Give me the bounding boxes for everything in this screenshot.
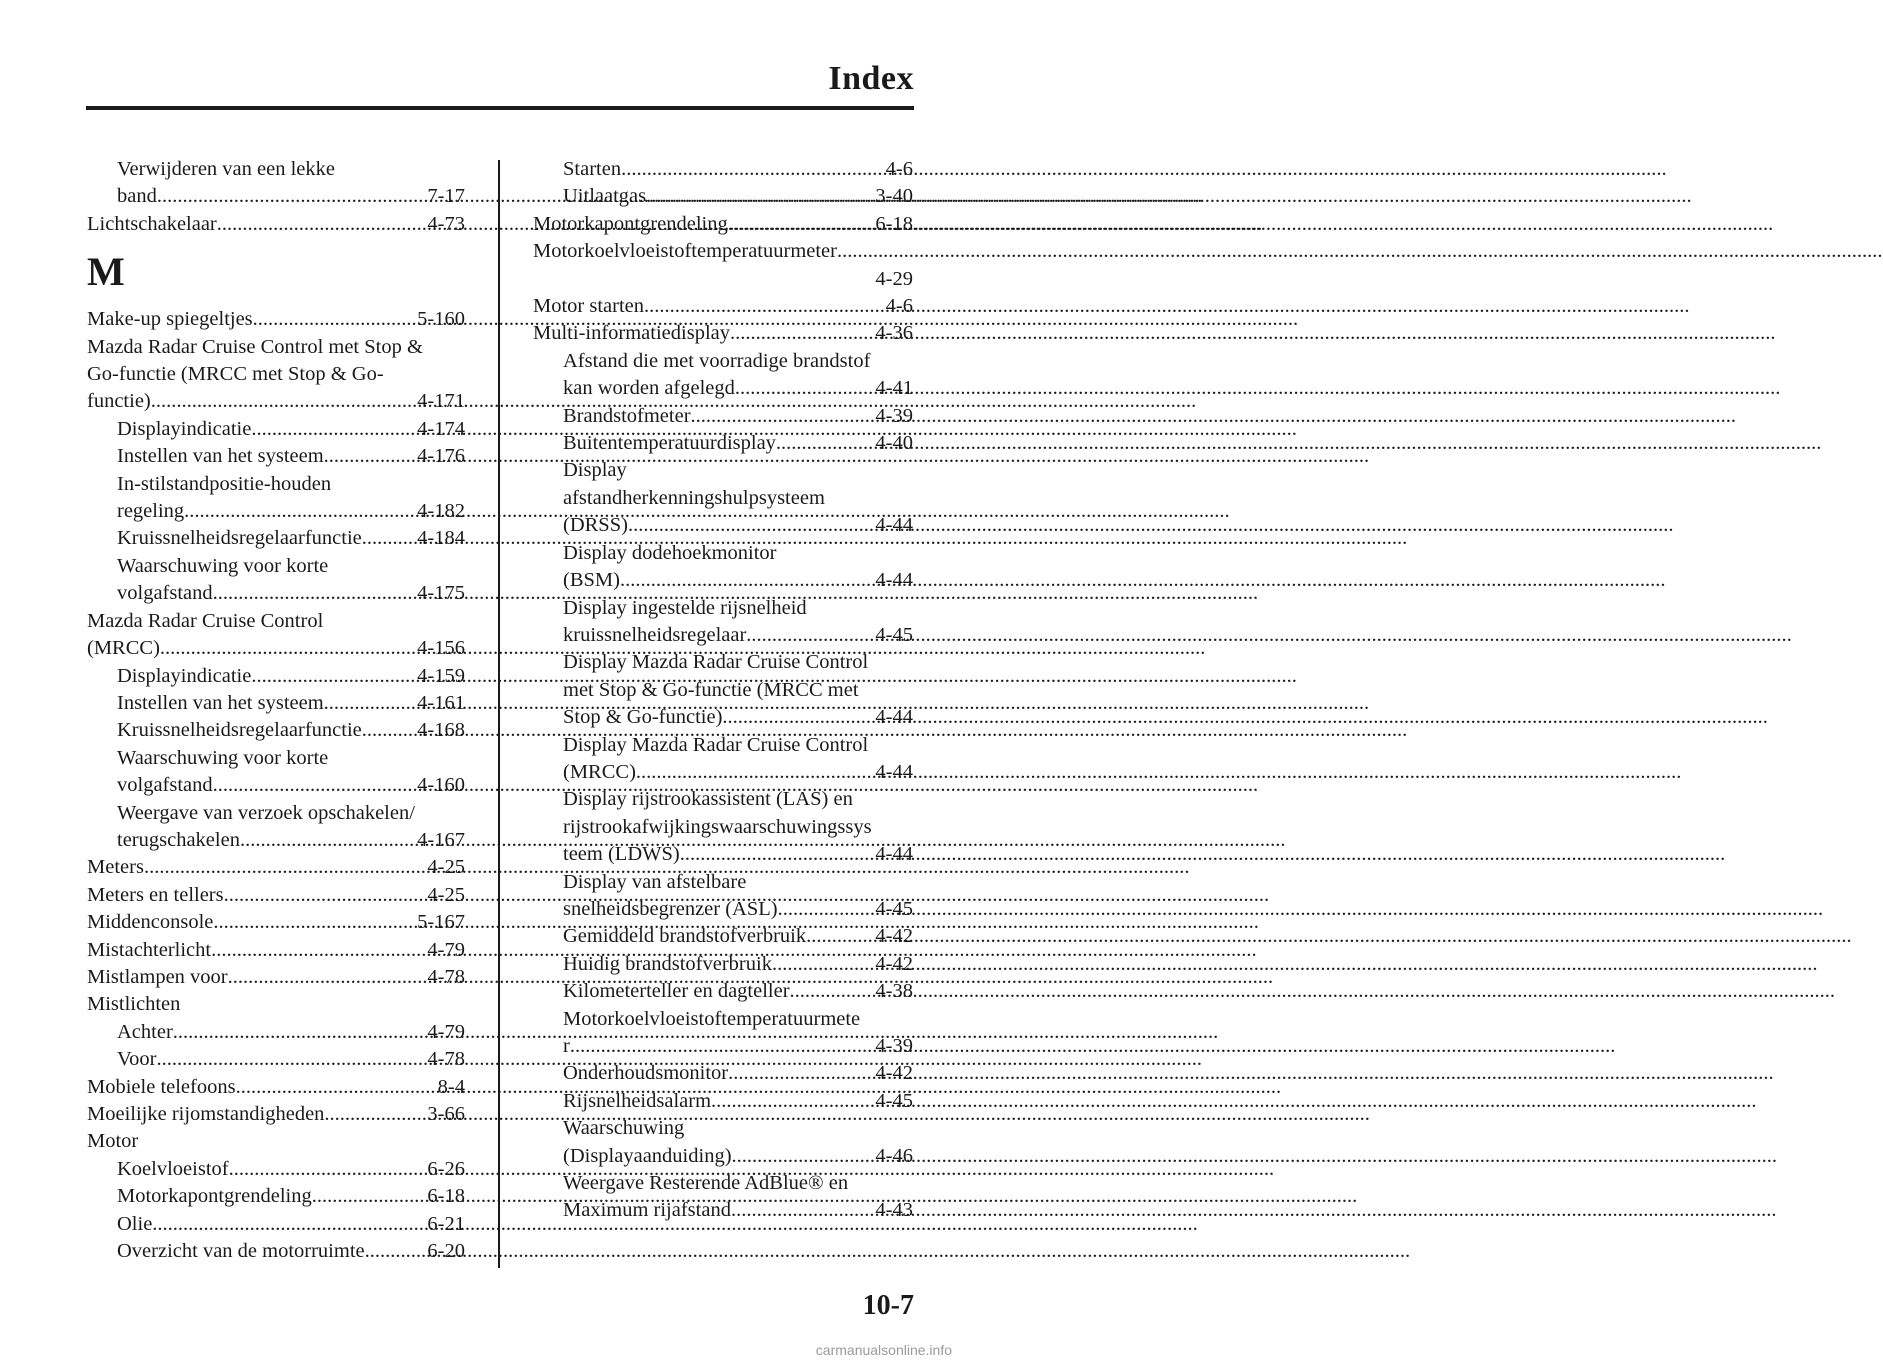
entry-label: (Displayaanduiding) — [563, 1144, 732, 1167]
entry-page-ref: 4-176 — [417, 445, 465, 468]
entry-line — [563, 759, 913, 786]
entry-line — [117, 1046, 465, 1073]
dot-leader — [228, 964, 427, 991]
entry-label: functie) — [87, 390, 151, 413]
index-entry — [87, 882, 465, 909]
dot-leader — [728, 211, 875, 238]
entry-label: Motorkoelvloeistoftemperatuurmeter — [533, 240, 837, 263]
dot-leader — [157, 1046, 427, 1073]
index-entry — [533, 293, 913, 320]
index-entry — [87, 334, 465, 416]
entry-page-ref: 4-174 — [417, 417, 465, 440]
entry-label: volgafstand — [117, 774, 213, 797]
entry-text-line: Afstand die met voorradige brandstof — [563, 349, 871, 372]
index-entry — [533, 923, 913, 950]
entry-line — [87, 964, 465, 991]
entry-text-line: Verwijderen van een lekke — [117, 158, 335, 180]
entry-line — [563, 430, 913, 457]
entry-label: (MRCC) — [87, 637, 160, 660]
entry-text-line: Display Mazda Radar Cruise Control — [563, 733, 869, 756]
dot-leader — [362, 717, 416, 744]
dot-leader — [628, 512, 874, 539]
entry-text-line: In-stilstandpositie-houden — [117, 472, 332, 495]
entry-page-ref: 3-40 — [875, 185, 913, 208]
page-number: 10-7 — [862, 1290, 914, 1321]
entry-line — [87, 937, 465, 964]
dot-leader — [806, 923, 874, 950]
entry-text-line: Waarschuwing voor korte — [117, 554, 329, 577]
index-entry — [533, 540, 913, 595]
entry-page-ref: 4-159 — [417, 664, 465, 687]
dot-leader — [240, 827, 416, 854]
entry-text-line: Mazda Radar Cruise Control — [87, 609, 324, 632]
index-entry — [87, 211, 465, 238]
entry-text-line: Waarschuwing voor korte — [117, 746, 329, 769]
entry-line — [563, 704, 913, 731]
entry-page-ref: 4-44 — [875, 569, 913, 592]
entry-page-ref: 4-167 — [417, 828, 465, 851]
entry-label: Motor starten — [533, 295, 645, 318]
entry-label: Maximum rijafstand — [563, 1199, 731, 1222]
column-divider — [498, 160, 500, 1268]
dot-leader — [151, 388, 416, 415]
entry-line — [87, 211, 465, 238]
dot-leader — [362, 525, 416, 552]
entry-text-line: Weergave Resterende AdBlue® en — [563, 1172, 849, 1195]
index-entry — [87, 717, 465, 744]
entry-label: Brandstofmeter — [563, 404, 691, 427]
entry-page-ref: 4-43 — [875, 1199, 913, 1222]
entry-page-ref: 4-42 — [875, 952, 913, 975]
dot-leader — [324, 443, 417, 470]
entry-line — [87, 635, 465, 662]
index-entry — [533, 1115, 913, 1170]
entry-text-line: Display Mazda Radar Cruise Control — [563, 651, 869, 674]
entry-page-ref: 4-39 — [875, 1035, 913, 1057]
dot-leader — [184, 498, 416, 525]
entry-label: Displayindicatie — [117, 417, 252, 440]
entry-line — [117, 416, 465, 443]
index-entry — [87, 156, 465, 211]
entry-page-ref: 6-18 — [875, 212, 913, 235]
entry-label: Uitlaatgas — [563, 185, 647, 208]
dot-leader — [746, 622, 874, 649]
entry-page-ref: 6-26 — [427, 1157, 465, 1180]
index-entry — [533, 786, 913, 868]
entry-page-ref: 4-25 — [427, 856, 465, 879]
dot-leader — [636, 759, 875, 786]
dot-leader — [236, 1074, 437, 1101]
index-entry — [87, 745, 465, 800]
dot-leader — [776, 430, 875, 457]
entry-line — [563, 156, 913, 183]
entry-line — [533, 238, 913, 265]
index-entry — [87, 854, 465, 881]
entry-label: Huidig brandstofverbruik — [563, 952, 772, 975]
entry-line — [563, 1197, 913, 1224]
index-entry — [87, 663, 465, 690]
entry-line — [563, 1143, 913, 1170]
entry-text-line: Mistlichten — [87, 993, 181, 1016]
entry-label: Moeilijke rijomstandigheden — [87, 1103, 325, 1125]
index-entry — [533, 1060, 913, 1087]
entry-page-ref: 4-161 — [417, 691, 465, 714]
entry-page-ref: 5-167 — [417, 911, 465, 934]
letter-heading-m: M — [87, 249, 125, 295]
entry-line — [117, 717, 465, 744]
index-entry — [533, 211, 913, 238]
dot-leader — [229, 1156, 427, 1183]
entry-page-ref: 3-66 — [427, 1103, 465, 1125]
entry-page-ref: 8-4 — [437, 1075, 465, 1098]
index-entry — [533, 1088, 913, 1115]
entry-line — [87, 909, 465, 936]
dot-leader — [644, 293, 885, 320]
dot-leader — [224, 882, 427, 909]
entry-page-ref: 4-79 — [427, 1020, 465, 1043]
entry-line — [563, 978, 913, 1005]
entry-line — [87, 1101, 465, 1128]
entry-line — [563, 841, 913, 868]
entry-line — [117, 1019, 465, 1046]
entry-label: r — [563, 1035, 570, 1057]
index-entry — [533, 156, 913, 183]
dot-leader — [217, 211, 427, 238]
entry-line — [117, 690, 465, 717]
index-entry — [533, 649, 913, 731]
entry-page-ref: 4-42 — [875, 925, 913, 948]
watermark: carmanualsonline.info — [815, 1342, 952, 1358]
index-entry — [533, 403, 913, 430]
entry-line — [117, 1238, 465, 1265]
entry-page-ref: 4-73 — [427, 212, 465, 235]
dot-leader — [837, 238, 913, 265]
entry-label: Kruissnelheidsregelaarfunctie — [117, 527, 362, 550]
entry-text-line: met Stop & Go-functie (MRCC met — [563, 678, 859, 701]
entry-label: Make-up spiegeltjes — [87, 308, 253, 331]
entry-page-ref: 4-171 — [417, 390, 465, 413]
entry-label: (DRSS) — [563, 514, 628, 537]
index-entry — [533, 430, 913, 457]
entry-line — [563, 622, 913, 649]
entry-line — [87, 388, 465, 415]
entry-text-line: Mazda Radar Cruise Control met Stop & — [87, 335, 423, 358]
entry-label: Overzicht van de motorruimte — [117, 1240, 365, 1263]
entry-label: band — [117, 185, 157, 208]
entry-label: Instellen van het systeem — [117, 445, 324, 468]
index-column-left — [87, 156, 465, 1265]
dot-leader — [620, 567, 874, 594]
entry-page-ref: 4-29 — [875, 267, 913, 290]
entry-label: Instellen van het systeem — [117, 691, 324, 714]
index-entry — [87, 1238, 465, 1265]
dot-leader — [772, 951, 874, 978]
index-entry — [533, 320, 913, 347]
dot-leader — [173, 1019, 427, 1046]
entry-label: teem (LDWS) — [563, 843, 680, 866]
index-entry — [87, 471, 465, 526]
dot-leader — [324, 1101, 426, 1128]
index-entry — [87, 1128, 465, 1155]
dot-leader — [152, 1211, 426, 1238]
page-header — [0, 0, 960, 120]
entry-label: Middenconsole — [87, 911, 214, 934]
entry-page-ref: 4-182 — [417, 500, 465, 523]
dot-leader — [731, 1197, 874, 1224]
dot-leader — [312, 1183, 427, 1210]
entry-label: Motorkapontgrendeling — [533, 212, 728, 235]
entry-page-ref: 5-160 — [417, 308, 465, 331]
dot-leader — [157, 183, 427, 210]
entry-text-line: Motor — [87, 1130, 139, 1153]
dot-leader — [646, 183, 874, 210]
entry-page-ref: 4-79 — [427, 938, 465, 961]
index-entry — [87, 608, 465, 663]
entry-text-line: Display rijstrookassistent (LAS) en — [563, 788, 853, 811]
entry-line — [533, 320, 913, 347]
entry-page-ref: 4-44 — [875, 706, 913, 729]
dot-leader — [711, 1088, 874, 1115]
entry-label: Displayindicatie — [117, 664, 252, 687]
index-entry — [533, 457, 913, 539]
entry-line — [563, 375, 913, 402]
entry-text-line: afstandherkenningshulpsysteem — [563, 486, 825, 509]
dot-leader — [144, 854, 426, 881]
entry-page-ref: 4-41 — [875, 377, 913, 400]
entry-label: volgafstand — [117, 582, 213, 605]
section-title: Index — [828, 60, 914, 97]
entry-label: Koelvloeistof — [117, 1157, 229, 1180]
entry-line — [533, 211, 913, 238]
entry-label: Achter — [117, 1020, 173, 1043]
entry-text-line: Waarschuwing — [563, 1117, 685, 1140]
entry-label: regeling — [117, 500, 185, 523]
entry-line — [563, 183, 913, 210]
index-entry — [87, 553, 465, 608]
index-entry — [87, 800, 465, 855]
entry-page-ref: 6-21 — [427, 1212, 465, 1235]
index-entry — [533, 869, 913, 924]
index-entry — [87, 306, 465, 333]
dot-leader — [251, 416, 416, 443]
dot-leader — [730, 320, 874, 347]
entry-line — [117, 525, 465, 552]
index-entry — [87, 1183, 465, 1210]
dot-leader — [213, 580, 417, 607]
entry-page-ref: 4-38 — [875, 980, 913, 1003]
entry-label: Meters — [87, 856, 144, 879]
index-entry — [87, 525, 465, 552]
dot-leader — [680, 841, 875, 868]
entry-text-line: Weergave van verzoek opschakelen/ — [117, 801, 415, 824]
entry-label: Gemiddeld brandstofverbruik — [563, 925, 807, 948]
entry-label: Motorkapontgrendeling — [117, 1185, 312, 1208]
entry-label: snelheidsbegrenzer (ASL) — [563, 897, 778, 920]
entry-text-line: rijstrookafwijkingswaarschuwingssys — [563, 815, 872, 838]
entry-label: Starten — [563, 158, 622, 180]
index-entry — [533, 1170, 913, 1225]
entry-line — [117, 498, 465, 525]
index-entry — [87, 443, 465, 470]
entry-label: Meters en tellers — [87, 883, 224, 906]
header-rule — [86, 106, 914, 110]
entry-page-ref: 4-168 — [417, 719, 465, 742]
entry-label: Multi-informatiedisplay — [533, 322, 730, 345]
dot-leader — [253, 306, 417, 333]
entry-text-line: Display dodehoekmonitor — [563, 541, 777, 564]
entry-line — [117, 443, 465, 470]
entry-page-ref: 4-45 — [875, 1089, 913, 1112]
entry-label: Onderhoudsmonitor — [563, 1062, 729, 1085]
index-entry — [533, 595, 913, 650]
entry-page-ref: 6-20 — [427, 1240, 465, 1263]
index-entry — [533, 978, 913, 1005]
entry-label: kruissnelheidsregelaar — [563, 623, 747, 646]
index-entry — [87, 416, 465, 443]
entry-page-ref: 4-44 — [875, 843, 913, 866]
index-entry — [87, 1156, 465, 1183]
dot-leader — [691, 403, 875, 430]
index-entry — [87, 1074, 465, 1101]
entry-label: Rijsnelheidsalarm — [563, 1089, 712, 1112]
entry-label: Lichtschakelaar — [87, 212, 217, 235]
entry-line — [563, 951, 913, 978]
entry-line — [87, 854, 465, 881]
entry-page-ref: 4-45 — [875, 897, 913, 920]
index-column-right — [533, 156, 913, 1225]
entry-line — [117, 663, 465, 690]
entry-line — [563, 1033, 913, 1060]
dot-leader — [732, 1143, 875, 1170]
index-entry — [87, 690, 465, 717]
entry-line — [117, 1183, 465, 1210]
entry-line — [87, 882, 465, 909]
index-entry — [533, 348, 913, 403]
entry-page-ref: 4-39 — [875, 404, 913, 427]
index-entry — [533, 238, 913, 293]
entry-line — [117, 1211, 465, 1238]
entry-line — [87, 1074, 465, 1101]
entry-line — [563, 567, 913, 594]
entry-line — [563, 403, 913, 430]
entry-line — [563, 896, 913, 923]
index-entry — [533, 732, 913, 787]
entry-page-ref: 4-6 — [885, 158, 913, 180]
index-entry — [533, 183, 913, 210]
dot-leader — [324, 690, 417, 717]
entry-label: Kilometerteller en dagteller — [563, 980, 790, 1003]
index-entry — [87, 937, 465, 964]
entry-page-ref: 7-17 — [427, 185, 465, 208]
index-entry — [87, 1101, 465, 1128]
index-entry — [87, 909, 465, 936]
entry-page-ref: 4-44 — [875, 760, 913, 783]
entry-label: kan worden afgelegd — [563, 377, 735, 400]
entry-line — [117, 827, 465, 854]
entry-text-line: Display van afstelbare — [563, 870, 747, 893]
entry-text-line: Display — [563, 459, 627, 482]
dot-leader — [160, 635, 416, 662]
index-entry — [87, 1211, 465, 1238]
entry-label: Buitentemperatuurdisplay — [563, 432, 776, 455]
entry-line — [117, 772, 465, 799]
index-entry — [87, 991, 465, 1018]
entry-page-ref: 4-40 — [875, 432, 913, 455]
entry-line — [117, 1156, 465, 1183]
dot-leader — [211, 937, 426, 964]
entry-line — [533, 293, 913, 320]
index-entry — [87, 1046, 465, 1073]
entry-label: (BSM) — [563, 569, 620, 592]
dot-leader — [790, 978, 875, 1005]
index-entry — [533, 1006, 913, 1061]
entry-line — [563, 512, 913, 539]
entry-text-line: Go-functie (MRCC met Stop & Go- — [87, 363, 384, 386]
dot-leader — [735, 375, 875, 402]
entry-line — [117, 580, 465, 607]
entry-page-ref: 4-160 — [417, 774, 465, 797]
entry-page-ref: 4-46 — [875, 1144, 913, 1167]
entry-page-ref: 4-78 — [427, 1048, 465, 1071]
entry-label: Voor — [117, 1048, 157, 1071]
entry-page-ref: 4-42 — [875, 1062, 913, 1085]
entry-page-ref: 4-156 — [417, 637, 465, 660]
entry-label: Mistachterlicht — [87, 938, 212, 961]
dot-leader — [365, 1238, 427, 1265]
dot-leader — [213, 772, 417, 799]
entry-page-ref: 4-175 — [417, 582, 465, 605]
entry-label: Olie — [117, 1212, 153, 1235]
index-entry — [87, 1019, 465, 1046]
dot-leader — [570, 1033, 875, 1060]
dot-leader — [728, 1060, 874, 1087]
entry-page-ref: 4-78 — [427, 965, 465, 988]
entry-page-ref: 4-184 — [417, 527, 465, 550]
index-entry — [87, 964, 465, 991]
entry-line — [563, 923, 913, 950]
entry-label: (MRCC) — [563, 760, 636, 783]
entry-label: terugschakelen — [117, 828, 240, 851]
entry-page-ref: 4-6 — [885, 295, 913, 318]
entry-label: Kruissnelheidsregelaarfunctie — [117, 719, 362, 742]
dot-leader — [213, 909, 416, 936]
entry-page-ref: 4-36 — [875, 322, 913, 345]
entry-line — [117, 183, 465, 210]
entry-page-ref: 4-25 — [427, 883, 465, 906]
entry-text-line: Display ingestelde rijsnelheid — [563, 596, 807, 619]
entry-label: Stop & Go-functie) — [563, 706, 723, 729]
dot-leader — [621, 156, 885, 183]
entry-line — [563, 1088, 913, 1115]
index-entry — [533, 951, 913, 978]
entry-text-line: Motorkoelvloeistoftemperatuurmete — [563, 1007, 861, 1030]
entry-label: Mistlampen voor — [87, 965, 228, 988]
entry-label: Mobiele telefoons — [87, 1075, 236, 1098]
entry-page-ref: 6-18 — [427, 1185, 465, 1208]
entry-page-ref: 4-44 — [875, 514, 913, 537]
entry-line — [563, 1060, 913, 1087]
entry-page-ref: 4-45 — [875, 623, 913, 646]
entry-line — [87, 306, 465, 333]
dot-leader — [251, 663, 416, 690]
dot-leader — [778, 896, 875, 923]
dot-leader — [722, 704, 874, 731]
